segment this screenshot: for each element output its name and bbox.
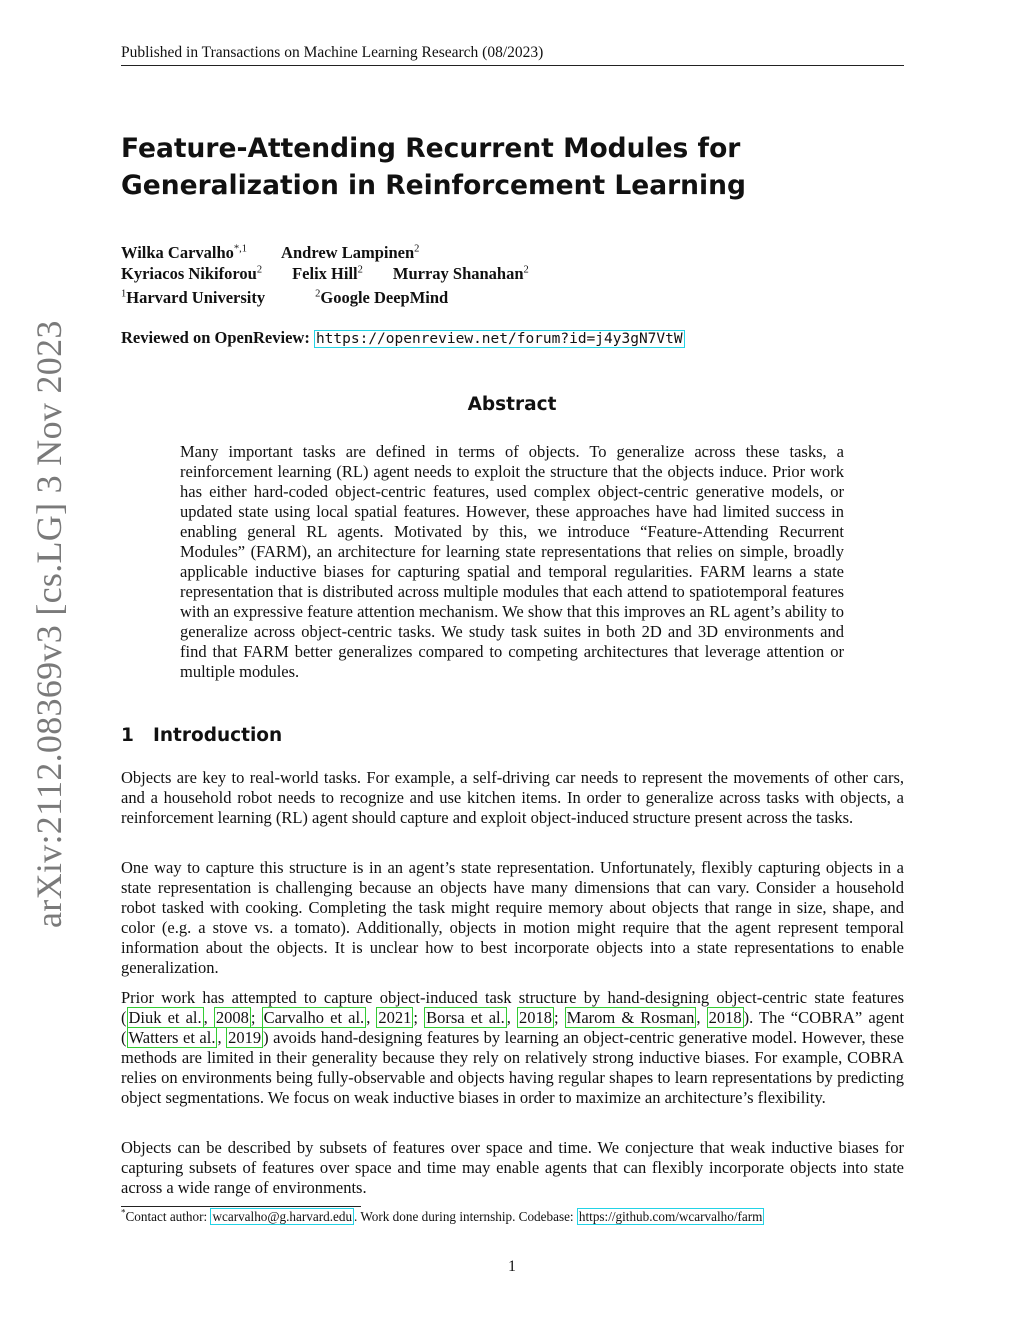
author	[121, 264, 262, 284]
author	[121, 243, 247, 263]
citation-link[interactable]: 2019	[228, 1028, 262, 1047]
author-line-1	[121, 243, 419, 263]
author-affiliation-mark: 2	[357, 264, 363, 276]
author	[292, 264, 363, 284]
footnote	[121, 1209, 904, 1225]
affiliation-name: Harvard University	[126, 288, 266, 307]
author-name: Wilka Carvalho	[121, 243, 234, 262]
citation-link[interactable]: Diuk et al.	[128, 1008, 202, 1027]
paragraph-text: Prior work has attempted to capture object-induced task structure by hand-designing object-centric state features (	[121, 988, 904, 1027]
citation-link[interactable]: 2021	[378, 1008, 412, 1027]
author-affiliation-mark: 2	[414, 243, 420, 255]
citation-link[interactable]: Borsa et al.	[426, 1008, 505, 1027]
section-number: 1	[121, 725, 134, 746]
author-name: Andrew Lampinen	[281, 243, 415, 262]
affiliation-mark: 2	[315, 288, 321, 300]
citation-link[interactable]: 2008	[215, 1008, 249, 1027]
section-title: Introduction	[153, 725, 283, 746]
footnote-text: . Work done during internship. Codebase:	[354, 1209, 574, 1224]
header-rule	[121, 65, 904, 66]
author-affiliation-mark: 2	[523, 264, 529, 276]
citation-link[interactable]: 2018	[518, 1008, 552, 1027]
paragraph-text: ) avoids hand-designing features by learning an object-centric generative model. However, these methods are limited in their generality because they rely on relatively strong inductive biases. For example, COBRA relies on environments being fully-observable and objects having regular shapes to learn representations by predicting object segmentations. We focus on weak inductive biases in order to maximize an architecture’s flexibility.	[121, 1028, 904, 1107]
intro-paragraph-4: Objects can be described by subsets of features over space and time. We conjecture that weak inductive biases for capturing subsets of features over space and time may enable agents that can flexibly incorporate objects into state across a wide range of environments.	[121, 1138, 904, 1197]
paragraph-text: ). The “COBRA” agent (	[121, 1008, 905, 1047]
section-heading-introduction	[121, 725, 282, 746]
intro-paragraph-3: Prior work has attempted to capture object-induced task structure by hand-designing object-centric state features ( Diuk et al. , 2008 ; Carvalho et al. , 2021 ; Borsa et al. , 2018 ; Marom & Rosman , 2018 ). The “COBRA” agent ( Watters et al. , 2019 ) avoids hand-designing features by learning an object-centric generative model. However, these methods are limited in their generality because they rely on relatively strong inductive biases. For example, COBRA relies on environments being fully-observable and objects having regular shapes to learn representations by predicting object segmentations. We focus on weak inductive biases in order to maximize an architecture’s flexibility.	[121, 988, 905, 1107]
codebase-link[interactable]: https://github.com/wcarvalho/farm	[578, 1209, 763, 1224]
email-link[interactable]: wcarvalho@g.harvard.edu	[212, 1209, 353, 1224]
openreview-link[interactable]: https://openreview.net/forum?id=j4y3gN7VtW	[315, 331, 683, 347]
author-name: Felix Hill	[292, 264, 358, 283]
arxiv-identifier: arXiv:2112.08369v3 [cs.LG] 3 Nov 2023	[29, 320, 69, 928]
footnote-rule	[121, 1206, 361, 1207]
footnote-label: Contact author:	[125, 1209, 208, 1224]
affiliation-name: Google DeepMind	[320, 288, 449, 307]
citation-link[interactable]: 2018	[708, 1008, 742, 1027]
author-line-2	[121, 264, 529, 284]
citation-link[interactable]: Marom & Rosman	[566, 1008, 695, 1027]
affiliation-mark: 1	[121, 288, 127, 300]
author	[393, 264, 529, 284]
page-number: 1	[508, 1258, 516, 1275]
affiliation	[315, 288, 448, 308]
citation-link[interactable]: Watters et al.	[128, 1028, 216, 1047]
author-name: Kyriacos Nikiforou	[121, 264, 257, 283]
author-affiliation-mark: *,1	[233, 243, 248, 255]
abstract-heading: Abstract	[467, 394, 557, 415]
intro-paragraph-1: Objects are key to real-world tasks. For example, a self-driving car needs to represent the movements of other cars, and a household robot needs to recognize and use kitchen items. In order to generalize across tasks with objects, a reinforcement learning (RL) agent should capture and exploit object-induced structure present across the tasks.	[121, 768, 904, 827]
intro-paragraph-2: One way to capture this structure is in an agent’s state representation. Unfortunately, flexibly capturing objects in a state representation is challenging because an objects have many dimensions that can vary. Consider a household robot tasked with cooking. Completing the task might require memory about objects that range in size, shape, and color (e.g. a stove vs. a tomato). Additionally, objects in motion might require that the agent represent temporal information about the objects. It is unclear how to best incorporate objects into a state representations to enable generalization.	[121, 858, 904, 977]
review-line	[121, 328, 685, 348]
affiliations	[121, 288, 448, 308]
author-affiliation-mark: 2	[256, 264, 263, 276]
author-name: Murray Shanahan	[392, 264, 524, 283]
abstract-text: Many important tasks are defined in terms of objects. To generalize across these tasks, a reinforcement learning (RL) agent needs to exploit the structure that the objects induce. Prior work has either hard-coded object-centric features, used complex object-centric generative models, or updated state using local spatial features. However, these approaches have had limited success in enabling general RL agents. Motivated by this, we introduce “Feature-Attending Recurrent Modules” (FARM), an architecture for learning state representations that relies on simple, broadly applicable inductive biases for capturing spatial and temporal regularities. FARM learns a state representation that is distributed across multiple modules that each attend to spatiotemporal features with an expressive feature attention mechanism. We show that this improves an RL agent’s ability to generalize across object-centric tasks. We study task suites in both 2D and 3D environments and find that FARM better generalizes compared to competing architectures that leverage attention or multiple modules.	[180, 442, 844, 681]
review-label: Reviewed on OpenReview:	[121, 328, 310, 347]
running-header: Published in Transactions on Machine Learning Research (08/2023)	[121, 44, 544, 61]
author	[281, 243, 419, 263]
citation-link[interactable]: Carvalho et al.	[263, 1008, 365, 1027]
paper-title: Feature-Attending Recurrent Modules for Generalization in Reinforcement Learning	[121, 133, 746, 201]
footnote-mark: *	[121, 1207, 126, 1218]
affiliation	[121, 288, 265, 308]
